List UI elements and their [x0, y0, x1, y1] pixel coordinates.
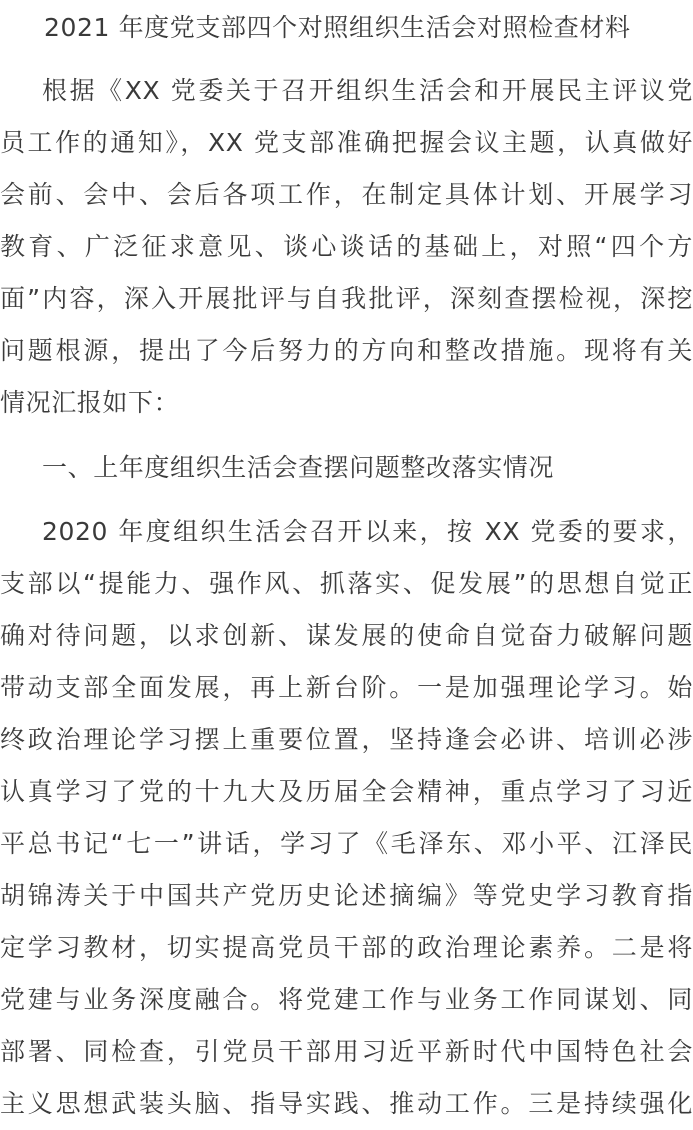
paragraph-line: 会前、会中、会后各项工作，在制定具体计划、开展学习	[0, 180, 693, 209]
paragraph-line: 2020 年度组织生活会召开以来，按 XX 党委的要求，	[42, 517, 693, 546]
paragraph-line: 支部以“提能力、强作风、抓落实、促发展”的思想自觉正	[0, 569, 693, 598]
paragraph-line: 党建与业务深度融合。将党建工作与业务工作同谋划、同	[0, 985, 693, 1014]
paragraph-line: 问题根源，提出了今后努力的方向和整改措施。现将有关	[0, 336, 693, 365]
section-heading: 一、上年度组织生活会查摆问题整改落实情况	[42, 453, 555, 482]
paragraph-line: 平总书记“七一”讲话，学习了《毛泽东、邓小平、江泽民	[0, 829, 693, 858]
paragraph-line: 认真学习了党的十九大及历届全会精神，重点学习了习近	[0, 777, 693, 806]
paragraph-line: 确对待问题，以求创新、谋发展的使命自觉奋力破解问题	[0, 621, 693, 650]
document-title: 2021 年度党支部四个对照组织生活会对照检查材料	[44, 13, 631, 42]
paragraph-line: 带动支部全面发展，再上新台阶。一是加强理论学习。始	[0, 673, 693, 702]
paragraph-line: 情况汇报如下：	[0, 388, 180, 417]
paragraph-line: 面”内容，深入开展批评与自我批评，深刻查摆检视，深挖	[0, 284, 693, 313]
paragraph-line: 定学习教材，切实提高党员干部的政治理论素养。二是将	[0, 933, 693, 962]
paragraph-line: 根据《XX 党委关于召开组织生活会和开展民主评议党	[42, 76, 693, 105]
paragraph-line: 终政治理论学习摆上重要位置，坚持逢会必讲、培训必涉	[0, 725, 693, 754]
paragraph-line: 员工作的通知》，XX 党支部准确把握会议主题，认真做好	[0, 128, 693, 157]
paragraph-line: 主义思想武装头脑、指导实践、推动工作。三是持续强化	[0, 1089, 693, 1118]
paragraph-line: 胡锦涛关于中国共产党历史论述摘编》等党史学习教育指	[0, 881, 693, 910]
paragraph-line: 部署、同检查，引党员干部用习近平新时代中国特色社会	[0, 1037, 693, 1066]
paragraph-line: 教育、广泛征求意见、谈心谈话的基础上，对照“四个方	[0, 232, 693, 261]
